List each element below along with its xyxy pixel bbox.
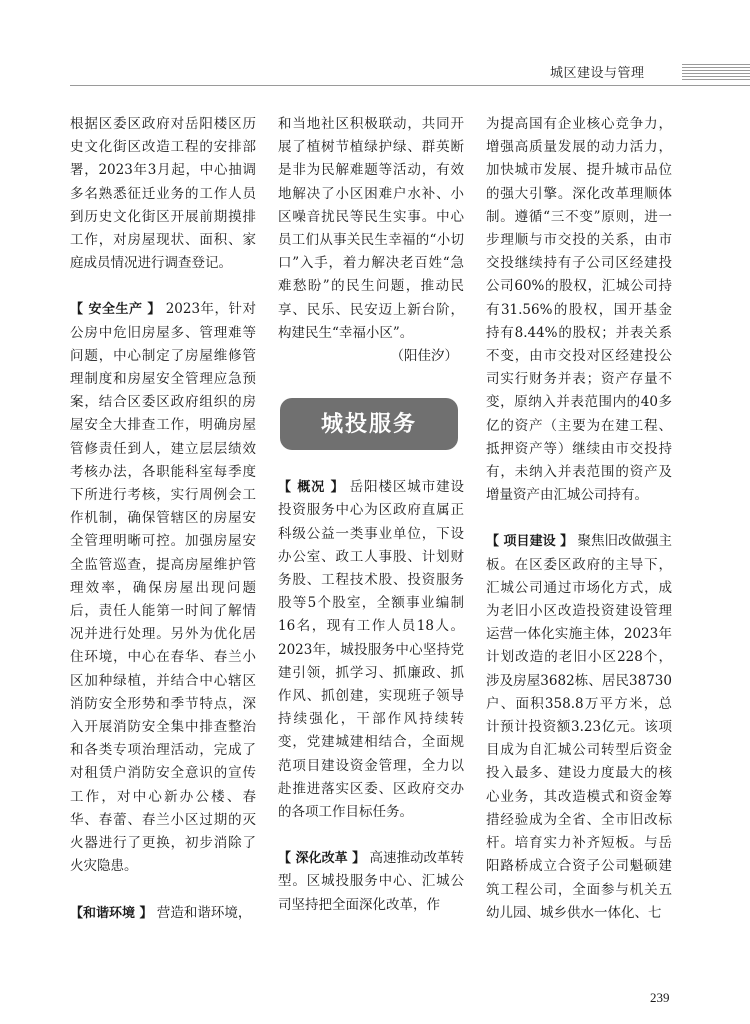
section-label-safety: 【 安全生产 】	[70, 302, 161, 318]
harmony-text: 营造和谐环境，	[152, 904, 252, 921]
paragraph-historic-district: 根据区委区政府对岳阳楼区历史文化街区改造工程的安排部署，2023年3月起，中心抽调多名熟悉征迁业务的工作人员到历史文化街区开展前期摸排工作，对房屋现状、面积、家庭成员情况进行调查登记。	[70, 116, 256, 272]
text-column-2	[278, 113, 464, 917]
paragraph-reform	[278, 847, 464, 917]
section-heading-box	[280, 398, 458, 450]
section-label-overview: 【 概况 】	[278, 480, 345, 496]
project-text: 聚焦旧改做强主板。在区委区政府的主导下，汇城公司通过市场化方式，成为老旧小区改造投资建设管理运营一体化实施主体，2023年计划改造的老旧小区228个，涉及房屋3682栋、居民38730户、面积358.8万平方米，总计预计投资额3.23亿元。该项目成为自汇城公司转型后资金投入最多、建设力度最大的核心业务，其改造模式和资金筹措经验成为全省、全市旧改标杆。培育实力补齐短板。与岳阳路桥成立合资子公司魁硕建筑工程公司，全面参与机关五幼儿园、城乡供水一体化、七	[486, 533, 672, 921]
paragraph-enterprise-reform: 为提高国有企业核心竞争力，增强高质量发展的动力活力，加快城市发展、提升城市品位的强大引擎。深化改革理顺体制。遵循“三不变”原则，进一步理顺与市交投的关系，由市交投继续持有子公司区经建投公司60%的股权，汇城公司持有31.56%的股权，国开基金持有8.44%的股权；并表关系不变，由市交投对区经建投公司实行财务并表；资产存量不变，原纳入并表范围内的40多亿的资产（主要为在建工程、抵押资产等）继续由市交投持有，未纳入并表范围的资产及增量资产由汇城公司持有。	[486, 116, 672, 504]
section-label-reform: 【 深化改革 】	[278, 851, 366, 867]
section-label-project: 【 项目建设 】	[486, 534, 574, 550]
paragraph-harmony	[70, 902, 256, 925]
paragraph-community: 和当地社区积极联动，共同开展了植树节植绿护绿、群英断是非为民解难题等活动，有效地解决了小区困难户水补、小区噪音扰民等民生实事。中心员工们从事关民生幸福的“小切口”入手，着力解决老百姓“急难愁盼”的民生问题，推动民享、民乐、民安迈上新台阶，构建民生“幸福小区”。	[278, 116, 464, 341]
paragraph-safety-production	[70, 298, 256, 878]
text-column-3	[486, 113, 672, 925]
reform-text: 高速推动改革转型。区城投服务中心、汇城公司坚持把全面深化改革，作	[278, 850, 464, 913]
text-column-1	[70, 113, 256, 925]
section-label-harmony: 【和谐环境 】	[70, 905, 153, 921]
section-running-title: 城区建设与管理	[550, 66, 645, 81]
paragraph-project-construction	[486, 530, 672, 924]
page-number: 239	[650, 990, 670, 1005]
running-header	[0, 0, 750, 80]
paragraph-overview	[278, 476, 464, 824]
overview-text: 岳阳楼区城市建设投资服务中心为区政府直属正科级公益一类事业单位，下设办公室、政工人事股、计划财务股、工程技术股、投资服务股等5个股室，全额事业编制16名，现有工作人员18人。2023年，城投服务中心坚持党建引领，抓学习、抓廉政、抓作风、抓创建，实现班子领导持续强化，干部作风持续转变，党建城建相结合，全面规范项目建设资金管理，全力以赴推进落实区委、区政府交办的各项工作目标任务。	[278, 479, 464, 821]
header-stripe-decoration	[682, 64, 750, 82]
safety-text: 2023年，针对公房中危旧房屋多、管理难等问题，中心制定了房屋维修管理制度和房屋安全管理应急预案，结合区委区政府组织的房屋安全大排查工作，明确房屋管修责任到人，建立层层绩效考核办法，各职能科室每季度下所进行考核，实行周例会工作机制，确保管辖区的房屋安全管理明晰可控。加强房屋安全监管巡查，提高房屋维护管理效率，确保房屋出现问题后，责任人能第一时间了解情况并进行处理。另外为优化居住环境，中心在春华、春兰小区加种绿植，并结合中心辖区消防安全形势和季节特点，深入开展消防安全集中排查整治和各类专项治理活动，完成了对租赁户消防安全意识的宣传工作，对中心新办公楼、春华、春蕾、春兰小区过期的灭火器进行了更换，初步消除了火灾隐患。	[70, 301, 256, 875]
section-heading: 城投服务	[320, 410, 417, 437]
author-signature: （阳佳汐）	[390, 348, 458, 365]
header-divider	[70, 85, 750, 86]
